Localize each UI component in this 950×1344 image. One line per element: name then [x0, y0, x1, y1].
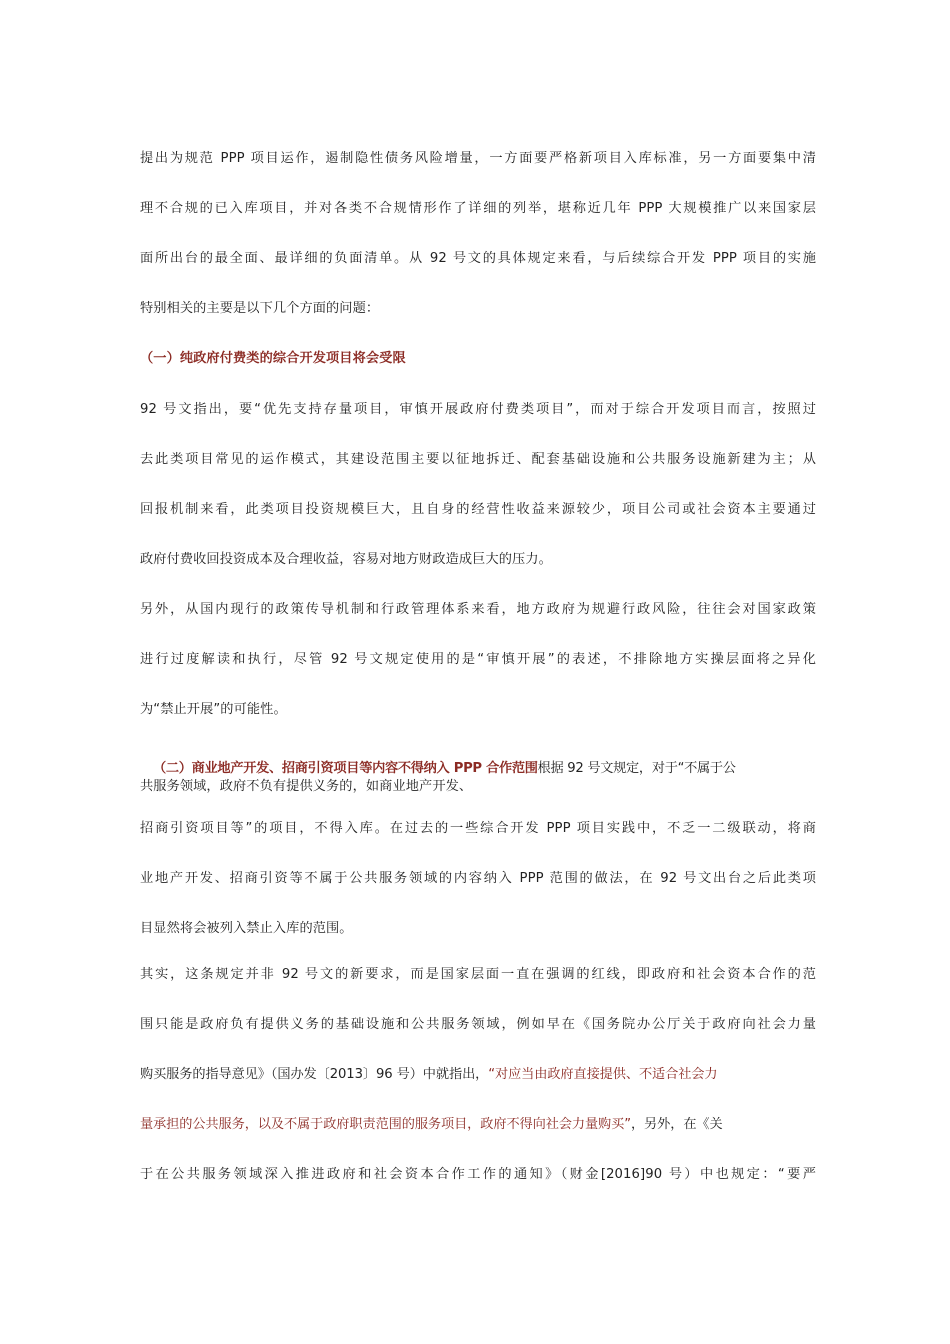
- paragraph-5-line-3: [140, 1066, 816, 1084]
- paragraph-3-line-1: 另外，从国内现行的政策传导机制和行政管理体系来看，地方政府为规避行政风险，往往会对国家政策: [140, 602, 816, 617]
- paragraph-5-line-3-text: 购买服务的指导意见》（国办发〔2013〕96 号）中就指出，: [140, 1067, 489, 1082]
- paragraph-5-line-4-text: ，另外，在《关: [630, 1117, 723, 1132]
- section-heading-2: （二）商业地产开发、招商引资项目等内容不得纳入 PPP 合作范围: [153, 761, 538, 776]
- highlighted-quote-part-1: “对应当由政府直接提供、不适合社会力: [488, 1067, 718, 1082]
- paragraph-5-line-5: 于在公共服务领域深入推进政府和社会资本合作工作的通知》（财金[2016]90 号）中也规定：“要严: [140, 1167, 816, 1182]
- paragraph-4-line-1: [140, 760, 816, 778]
- paragraph-2-line-3: 回报机制来看，此类项目投资规模巨大，且自身的经营性收益来源较少，项目公司或社会资本主要通过: [140, 502, 816, 517]
- paragraph-1-line-2: 理不合规的已入库项目，并对各类不合规情形作了详细的列举，堪称近几年 PPP 大规模推广以来国家层: [140, 201, 816, 216]
- section-heading-1: （一）纯政府付费类的综合开发项目将会受限: [140, 351, 406, 366]
- paragraph-4-line-3: 招商引资项目等”的项目，不得入库。在过去的一些综合开发 PPP 项目实践中，不乏一二级联动，将商: [140, 821, 816, 836]
- paragraph-5-line-1: 其实，这条规定并非 92 号文的新要求，而是国家层面一直在强调的红线，即政府和社会资本合作的范: [140, 967, 816, 982]
- paragraph-5-line-4: [140, 1116, 816, 1134]
- paragraph-4-line-4: 业地产开发、招商引资等不属于公共服务领域的内容纳入 PPP 范围的做法，在 92 号文出台之后此类项: [140, 871, 816, 886]
- paragraph-1-line-4: 特别相关的主要是以下几个方面的问题：: [140, 301, 380, 316]
- paragraph-3-line-3: 为“禁止开展”的可能性。: [140, 702, 287, 717]
- paragraph-4-line-5: 目显然将会被列入禁止入库的范围。: [140, 921, 353, 936]
- paragraph-4-line-1-text: 根据 92 号文规定，对于“不属于公: [537, 761, 736, 776]
- highlighted-quote-part-2: 量承担的公共服务，以及不属于政府职责范围的服务项目，政府不得向社会力量购买”: [140, 1117, 631, 1132]
- paragraph-2-line-4: 政府付费收回投资成本及合理收益，容易对地方财政造成巨大的压力。: [140, 552, 552, 567]
- paragraph-4-line-2: 共服务领域，政府不负有提供义务的，如商业地产开发、: [140, 779, 473, 794]
- paragraph-5-line-2: 围只能是政府负有提供义务的基础设施和公共服务领域，例如早在《国务院办公厅关于政府向社会力量: [140, 1017, 816, 1032]
- paragraph-2-line-2: 去此类项目常见的运作模式，其建设范围主要以征地拆迁、配套基础设施和公共服务设施新建为主；从: [140, 452, 816, 467]
- paragraph-2-line-1: 92 号文指出，要“优先支持存量项目，审慎开展政府付费类项目”，而对于综合开发项目而言，按照过: [140, 402, 816, 417]
- paragraph-1-line-3: 面所出台的最全面、最详细的负面清单。从 92 号文的具体规定来看，与后续综合开发 PPP 项目的实施: [140, 251, 816, 266]
- paragraph-3-line-2: 进行过度解读和执行，尽管 92 号文规定使用的是“审慎开展”的表述，不排除地方实操层面将之异化: [140, 652, 816, 667]
- paragraph-1-line-1: 提出为规范 PPP 项目运作，遏制隐性债务风险增量，一方面要严格新项目入库标准，另一方面要集中清: [140, 151, 816, 166]
